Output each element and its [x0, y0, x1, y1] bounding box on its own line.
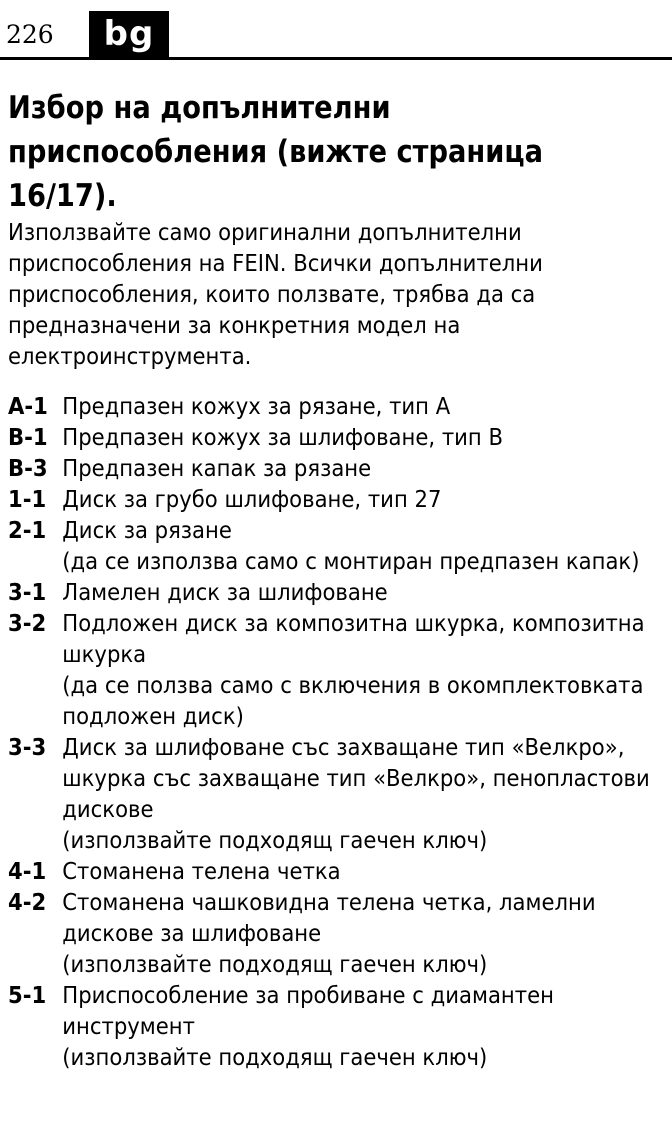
accessory-item	[8, 857, 666, 888]
accessory-item	[8, 454, 666, 485]
section-title: Избор на допълнителни приспособления (вижте страница 16/17).	[8, 90, 543, 214]
accessory-code: 3-1	[8, 580, 47, 606]
accessory-note: (използвайте подходящ гаечен ключ)	[62, 1045, 488, 1071]
accessory-description	[62, 454, 666, 485]
accessory-description	[62, 392, 666, 423]
accessory-description	[62, 485, 666, 516]
accessory-text: Подложен диск за композитна шкурка, композитна шкурка	[62, 611, 645, 668]
accessory-code: 1-1	[8, 487, 47, 513]
accessory-description	[62, 423, 666, 454]
accessory-text: Предпазен капак за рязане	[62, 456, 372, 482]
accessory-code: 4-2	[8, 890, 47, 916]
accessory-note: (използвайте подходящ гаечен ключ)	[62, 828, 488, 854]
accessory-text: Приспособление за пробиване с диамантен инструмент	[62, 983, 554, 1040]
accessory-text: Стоманена телена четка	[62, 859, 341, 885]
language-badge: bg	[89, 11, 169, 58]
accessory-item	[8, 516, 666, 578]
accessory-list	[8, 392, 666, 1074]
accessory-code: 3-2	[8, 611, 47, 637]
accessory-text: Диск за шлифоване със захващане тип «Велкро», шкурка със захващане тип «Велкро», пенопластови дискове	[62, 735, 650, 823]
accessory-code: B-3	[8, 456, 48, 482]
accessory-description	[62, 857, 666, 888]
accessory-text: Стоманена чашковидна телена четка, ламелни дискове за шлифоване	[62, 890, 596, 947]
accessory-code: 3-3	[8, 735, 47, 761]
accessory-code: B-1	[8, 425, 48, 451]
section-intro: Използвайте само оригинални допълнителни приспособления на FEIN. Всички допълнителни приспособления, които ползвате, трябва да са предназначени за конкретния модел на електроинструмента.	[8, 220, 543, 370]
page-number: 226	[6, 20, 54, 49]
accessory-description	[62, 981, 666, 1074]
accessory-description	[62, 609, 666, 733]
accessory-note: (да се ползва само с включения в окомплектовката подложен диск)	[62, 673, 644, 730]
accessory-code: A-1	[8, 394, 48, 420]
accessory-note: (да се използва само с монтиран предпазен капак)	[62, 549, 640, 575]
accessory-text: Диск за грубо шлифоване, тип 27	[62, 487, 442, 513]
page-header	[0, 0, 672, 60]
accessory-item	[8, 578, 666, 609]
accessory-text: Предпазен кожух за рязане, тип A	[62, 394, 451, 420]
accessory-item	[8, 609, 666, 733]
accessory-item	[8, 423, 666, 454]
accessory-item	[8, 888, 666, 981]
accessory-item	[8, 485, 666, 516]
header-rule	[0, 57, 672, 60]
accessory-item	[8, 392, 666, 423]
accessory-item	[8, 981, 666, 1074]
accessory-item	[8, 733, 666, 857]
accessory-code: 5-1	[8, 983, 47, 1009]
accessory-text: Ламелен диск за шлифоване	[62, 580, 388, 606]
accessory-note: (използвайте подходящ гаечен ключ)	[62, 952, 488, 978]
accessory-text: Предпазен кожух за шлифоване, тип B	[62, 425, 503, 451]
accessory-code: 2-1	[8, 518, 47, 544]
accessory-description	[62, 888, 666, 981]
accessory-description	[62, 578, 666, 609]
accessory-description	[62, 733, 666, 857]
accessory-text: Диск за рязане	[62, 518, 232, 544]
accessory-description	[62, 516, 666, 578]
accessory-code: 4-1	[8, 859, 47, 885]
